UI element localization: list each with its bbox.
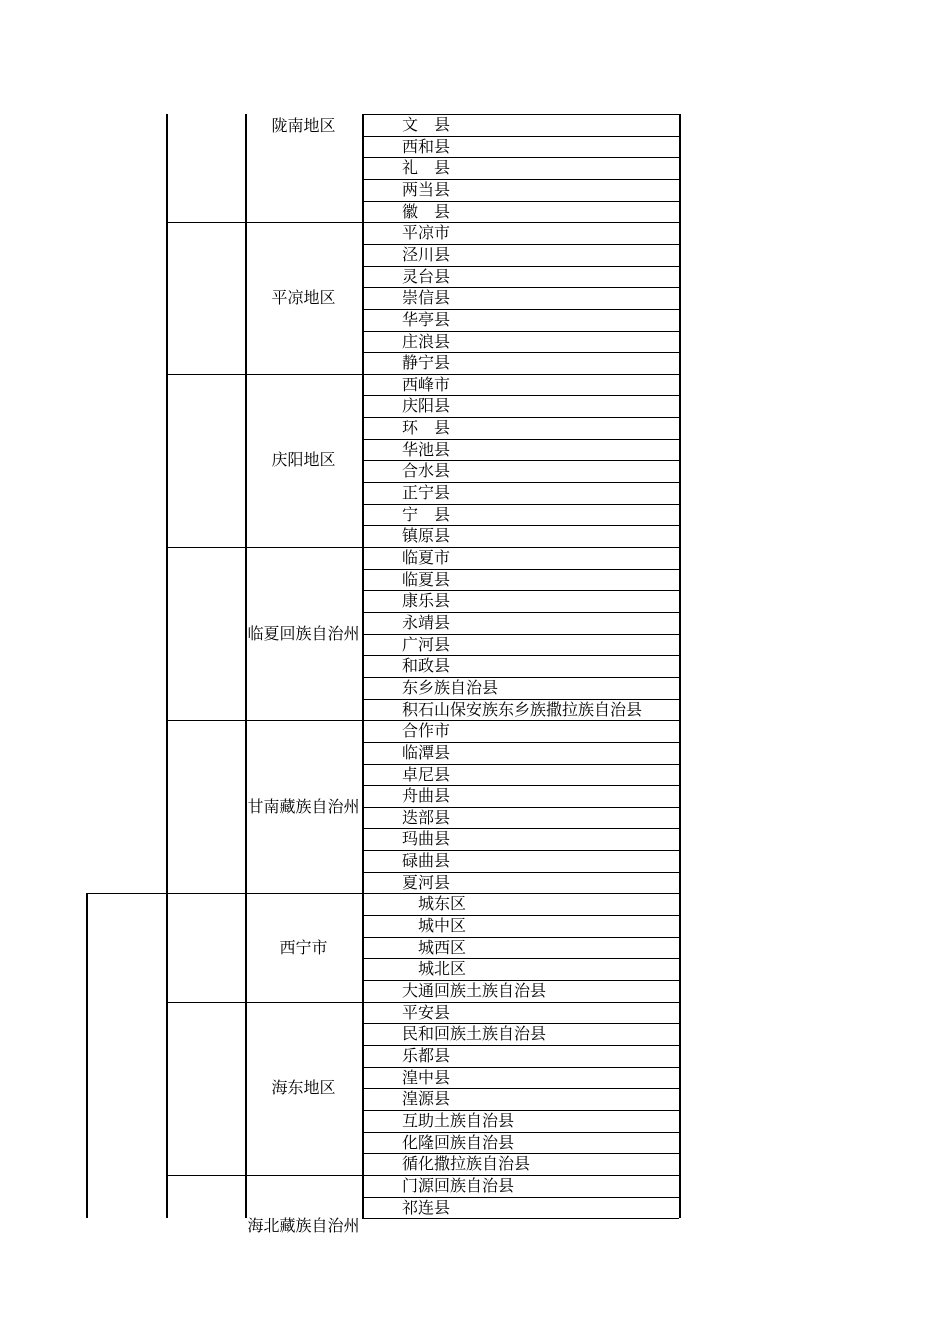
- county-cell: 互助土族自治县: [402, 1110, 515, 1130]
- county-cell: 循化撒拉族自治县: [402, 1154, 531, 1174]
- county-cell: 祁连县: [402, 1197, 451, 1217]
- county-cell: 礼 县: [402, 158, 451, 178]
- column-border-b: [166, 114, 168, 1218]
- county-cell: 舟曲县: [402, 786, 451, 806]
- county-cell: 碌曲县: [402, 851, 451, 871]
- group-separator: [166, 720, 362, 721]
- group-separator: [166, 893, 362, 894]
- county-cell: 西峰市: [402, 374, 451, 394]
- county-cell: 迭部县: [402, 807, 451, 827]
- county-cell: 两当县: [402, 179, 451, 199]
- county-cell: 化隆回族自治县: [402, 1132, 515, 1152]
- county-cell: 平凉市: [402, 223, 451, 243]
- group-separator: [166, 547, 362, 548]
- county-cell: 湟中县: [402, 1067, 451, 1087]
- county-cell: 卓尼县: [402, 764, 451, 784]
- county-cell: 静宁县: [402, 353, 451, 373]
- county-cell: 泾川县: [402, 244, 451, 264]
- county-cell: 城西区: [418, 937, 467, 957]
- group-separator: [166, 1002, 362, 1003]
- county-cell: 康乐县: [402, 591, 451, 611]
- county-cell: 永靖县: [402, 612, 451, 632]
- column-border-d: [362, 114, 364, 1218]
- county-cell: 临夏市: [402, 548, 451, 567]
- county-cell: 夏河县: [402, 872, 451, 892]
- county-cell: 庆阳县: [402, 396, 451, 416]
- county-cell: 崇信县: [402, 288, 451, 308]
- county-cell: 庄浪县: [402, 331, 451, 351]
- county-cell: 正宁县: [402, 483, 451, 503]
- group-separator: [166, 222, 362, 223]
- region-name: 平凉地区: [271, 288, 336, 308]
- column-border-e: [679, 114, 681, 1218]
- county-cell: 乐都县: [402, 1045, 451, 1065]
- county-cell: 西和县: [402, 136, 451, 156]
- county-cell: 平安县: [402, 1002, 451, 1022]
- county-cell: 宁 县: [402, 504, 451, 524]
- region-name: 甘南藏族自治州: [247, 796, 360, 816]
- county-cell: 积石山保安族东乡族撒拉族自治县: [402, 699, 643, 719]
- region-name: 临夏回族自治州: [247, 623, 360, 643]
- county-cell: 门源回族自治县: [402, 1175, 515, 1195]
- county-cell: 东乡族自治县: [402, 677, 499, 697]
- county-cell: 临夏县: [402, 569, 451, 589]
- county-cell: 华池县: [402, 439, 451, 459]
- county-cell: 湟源县: [402, 1089, 451, 1109]
- column-border-a: [86, 893, 88, 1218]
- county-cell: 合作市: [402, 721, 451, 741]
- county-cell: 城北区: [418, 959, 467, 979]
- region-name: 海东地区: [271, 1078, 336, 1098]
- region-name: 海北藏族自治州: [247, 1216, 360, 1236]
- province-separator: [86, 893, 166, 894]
- county-cell: 城中区: [418, 916, 467, 936]
- county-cell: 城东区: [418, 894, 467, 914]
- region-name: 陇南地区: [271, 116, 336, 135]
- county-cell: 民和回族土族自治县: [402, 1024, 547, 1044]
- group-separator: [166, 374, 362, 375]
- county-cell: 镇原县: [402, 526, 451, 546]
- county-cell: 大通回族土族自治县: [402, 981, 547, 1000]
- county-cell: 临潭县: [402, 742, 451, 762]
- county-cell: 合水县: [402, 461, 451, 481]
- county-cell: 玛曲县: [402, 829, 451, 849]
- region-name: 西宁市: [279, 937, 328, 957]
- region-name: 庆阳地区: [271, 450, 336, 470]
- row-border: [362, 1218, 679, 1219]
- county-cell: 广河县: [402, 634, 451, 654]
- county-cell: 华亭县: [402, 309, 451, 329]
- county-cell: 灵台县: [402, 266, 451, 286]
- group-separator: [166, 1175, 362, 1176]
- column-border-c: [245, 114, 247, 1218]
- county-cell: 徽 县: [402, 201, 451, 221]
- county-cell: 和政县: [402, 656, 451, 676]
- county-cell: 环 县: [402, 418, 451, 438]
- county-cell: 文 县: [402, 115, 451, 134]
